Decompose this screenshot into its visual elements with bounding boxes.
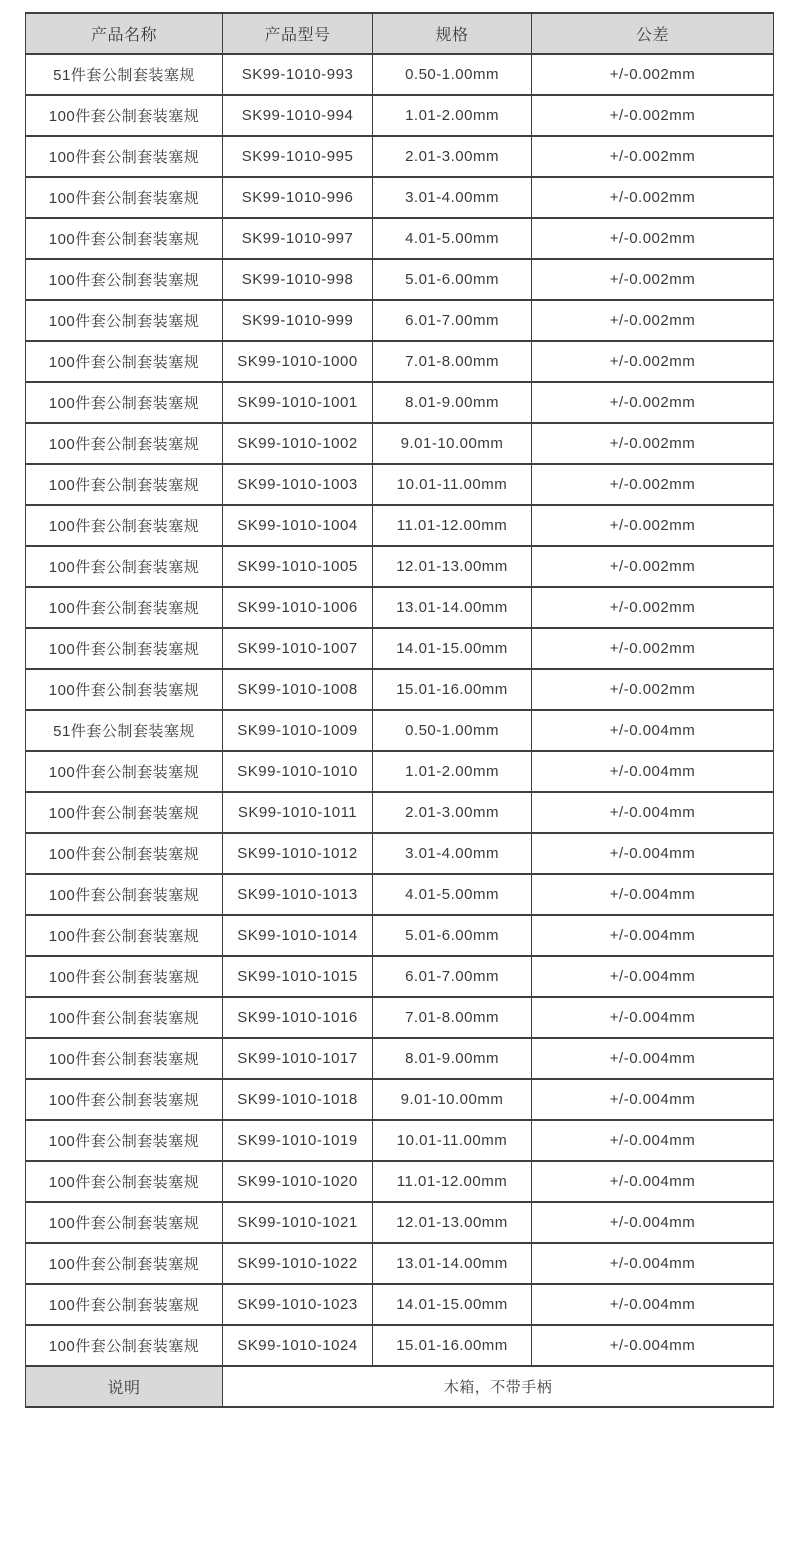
table-row xyxy=(26,751,774,792)
table-cell: SK99-1010-994 xyxy=(223,95,373,136)
table-cell: +/-0.004mm xyxy=(532,1079,774,1120)
table-cell: +/-0.004mm xyxy=(532,997,774,1038)
table-cell: +/-0.002mm xyxy=(532,628,774,669)
table-cell: 100件套公制套装塞规 xyxy=(26,874,223,915)
table-cell: SK99-1010-995 xyxy=(223,136,373,177)
table-row xyxy=(26,874,774,915)
table-cell: SK99-1010-1012 xyxy=(223,833,373,874)
table-cell: 0.50-1.00mm xyxy=(373,54,532,95)
table-cell: 1.01-2.00mm xyxy=(373,751,532,792)
table-cell: 100件套公制套装塞规 xyxy=(26,1243,223,1284)
table-cell: 100件套公制套装塞规 xyxy=(26,792,223,833)
table-cell: 11.01-12.00mm xyxy=(373,1161,532,1202)
table-cell: 100件套公制套装塞规 xyxy=(26,300,223,341)
table-cell: SK99-1010-993 xyxy=(223,54,373,95)
table-cell: 0.50-1.00mm xyxy=(373,710,532,751)
table-cell: 1.01-2.00mm xyxy=(373,95,532,136)
table-cell: 9.01-10.00mm xyxy=(373,423,532,464)
table-cell: SK99-1010-1008 xyxy=(223,669,373,710)
table-cell: +/-0.002mm xyxy=(532,259,774,300)
table-cell: +/-0.004mm xyxy=(532,1202,774,1243)
table-cell: SK99-1010-1009 xyxy=(223,710,373,751)
table-cell: +/-0.004mm xyxy=(532,1038,774,1079)
table-cell: 14.01-15.00mm xyxy=(373,628,532,669)
table-cell: +/-0.002mm xyxy=(532,669,774,710)
table-cell: +/-0.002mm xyxy=(532,587,774,628)
table-cell: 4.01-5.00mm xyxy=(373,874,532,915)
table-row xyxy=(26,423,774,464)
table-cell: 5.01-6.00mm xyxy=(373,915,532,956)
table-cell: 6.01-7.00mm xyxy=(373,300,532,341)
table-row xyxy=(26,177,774,218)
table-cell: 10.01-11.00mm xyxy=(373,464,532,505)
table-row xyxy=(26,300,774,341)
table-cell: +/-0.002mm xyxy=(532,423,774,464)
table-cell: 9.01-10.00mm xyxy=(373,1079,532,1120)
table-cell: 100件套公制套装塞规 xyxy=(26,464,223,505)
table-cell: 100件套公制套装塞规 xyxy=(26,669,223,710)
table-cell: 100件套公制套装塞规 xyxy=(26,177,223,218)
table-cell: 100件套公制套装塞规 xyxy=(26,1079,223,1120)
table-cell: SK99-1010-1013 xyxy=(223,874,373,915)
table-row xyxy=(26,341,774,382)
table-cell: +/-0.002mm xyxy=(532,546,774,587)
table-cell: +/-0.004mm xyxy=(532,1120,774,1161)
table-cell: 100件套公制套装塞规 xyxy=(26,1038,223,1079)
table-row xyxy=(26,505,774,546)
table-cell: 100件套公制套装塞规 xyxy=(26,136,223,177)
table-cell: SK99-1010-1011 xyxy=(223,792,373,833)
table-cell: +/-0.004mm xyxy=(532,751,774,792)
table-cell: 2.01-3.00mm xyxy=(373,136,532,177)
table-row xyxy=(26,833,774,874)
table-cell: 4.01-5.00mm xyxy=(373,218,532,259)
table-cell: SK99-1010-998 xyxy=(223,259,373,300)
table-cell: +/-0.002mm xyxy=(532,382,774,423)
table-cell: SK99-1010-1020 xyxy=(223,1161,373,1202)
table-cell: 51件套公制套装塞规 xyxy=(26,710,223,751)
table-row xyxy=(26,1202,774,1243)
table-cell: SK99-1010-1022 xyxy=(223,1243,373,1284)
table-cell: 100件套公制套装塞规 xyxy=(26,341,223,382)
table-cell: 100件套公制套装塞规 xyxy=(26,382,223,423)
table-cell: +/-0.004mm xyxy=(532,1284,774,1325)
table-cell: +/-0.002mm xyxy=(532,300,774,341)
table-cell: SK99-1010-1000 xyxy=(223,341,373,382)
table-cell: 100件套公制套装塞规 xyxy=(26,628,223,669)
table-cell: 100件套公制套装塞规 xyxy=(26,956,223,997)
table-cell: SK99-1010-1023 xyxy=(223,1284,373,1325)
table-row xyxy=(26,1161,774,1202)
table-cell: SK99-1010-999 xyxy=(223,300,373,341)
table-footer-row xyxy=(26,1366,774,1407)
table-cell: 15.01-16.00mm xyxy=(373,669,532,710)
table-row xyxy=(26,1120,774,1161)
table-cell: SK99-1010-997 xyxy=(223,218,373,259)
table-cell: +/-0.004mm xyxy=(532,874,774,915)
table-cell: 14.01-15.00mm xyxy=(373,1284,532,1325)
table-row xyxy=(26,95,774,136)
table-cell: 2.01-3.00mm xyxy=(373,792,532,833)
table-cell: 12.01-13.00mm xyxy=(373,546,532,587)
table-cell: +/-0.004mm xyxy=(532,710,774,751)
table-cell: 100件套公制套装塞规 xyxy=(26,751,223,792)
table-cell: +/-0.004mm xyxy=(532,1243,774,1284)
table-cell: 3.01-4.00mm xyxy=(373,833,532,874)
table-cell: +/-0.002mm xyxy=(532,505,774,546)
column-header-tolerance: 公差 xyxy=(532,13,774,54)
table-cell: 100件套公制套装塞规 xyxy=(26,259,223,300)
table-cell: SK99-1010-1002 xyxy=(223,423,373,464)
table-row xyxy=(26,1284,774,1325)
table-row xyxy=(26,710,774,751)
table-cell: 100件套公制套装塞规 xyxy=(26,587,223,628)
table-body xyxy=(26,54,774,1366)
table-cell: 6.01-7.00mm xyxy=(373,956,532,997)
table-cell: 100件套公制套装塞规 xyxy=(26,997,223,1038)
table-cell: +/-0.002mm xyxy=(532,464,774,505)
table-cell: 100件套公制套装塞规 xyxy=(26,1325,223,1366)
table-cell: SK99-1010-1015 xyxy=(223,956,373,997)
table-cell: 12.01-13.00mm xyxy=(373,1202,532,1243)
table-cell: +/-0.002mm xyxy=(532,136,774,177)
table-cell: +/-0.002mm xyxy=(532,218,774,259)
table-cell: +/-0.004mm xyxy=(532,1325,774,1366)
table-cell: +/-0.004mm xyxy=(532,833,774,874)
table-row xyxy=(26,136,774,177)
table-cell: SK99-1010-1016 xyxy=(223,997,373,1038)
note-value: 木箱，不带手柄 xyxy=(223,1366,774,1407)
table-row xyxy=(26,956,774,997)
table-cell: SK99-1010-1001 xyxy=(223,382,373,423)
table-row xyxy=(26,259,774,300)
table-cell: 10.01-11.00mm xyxy=(373,1120,532,1161)
table-cell: SK99-1010-1018 xyxy=(223,1079,373,1120)
table-cell: SK99-1010-1019 xyxy=(223,1120,373,1161)
table-row xyxy=(26,915,774,956)
table-cell: +/-0.002mm xyxy=(532,341,774,382)
table-cell: 100件套公制套装塞规 xyxy=(26,505,223,546)
table-cell: 15.01-16.00mm xyxy=(373,1325,532,1366)
table-cell: SK99-1010-1005 xyxy=(223,546,373,587)
column-header-specification: 规格 xyxy=(373,13,532,54)
table-cell: 100件套公制套装塞规 xyxy=(26,833,223,874)
table-cell: +/-0.004mm xyxy=(532,792,774,833)
table-cell: +/-0.004mm xyxy=(532,915,774,956)
note-label: 说明 xyxy=(26,1366,223,1407)
table-cell: 11.01-12.00mm xyxy=(373,505,532,546)
table-cell: 51件套公制套装塞规 xyxy=(26,54,223,95)
table-cell: +/-0.002mm xyxy=(532,177,774,218)
table-cell: SK99-1010-1017 xyxy=(223,1038,373,1079)
table-cell: 100件套公制套装塞规 xyxy=(26,546,223,587)
table-cell: 100件套公制套装塞规 xyxy=(26,95,223,136)
table-row xyxy=(26,546,774,587)
table-row xyxy=(26,628,774,669)
table-cell: 3.01-4.00mm xyxy=(373,177,532,218)
table-cell: 7.01-8.00mm xyxy=(373,341,532,382)
table-cell: SK99-1010-1021 xyxy=(223,1202,373,1243)
table-cell: 100件套公制套装塞规 xyxy=(26,1161,223,1202)
table-row xyxy=(26,54,774,95)
table-cell: 100件套公制套装塞规 xyxy=(26,218,223,259)
table-cell: 13.01-14.00mm xyxy=(373,587,532,628)
table-cell: 100件套公制套装塞规 xyxy=(26,915,223,956)
table-cell: 7.01-8.00mm xyxy=(373,997,532,1038)
column-header-product-model: 产品型号 xyxy=(223,13,373,54)
table-cell: SK99-1010-1004 xyxy=(223,505,373,546)
table-cell: 100件套公制套装塞规 xyxy=(26,1202,223,1243)
column-header-product-name: 产品名称 xyxy=(26,13,223,54)
table-cell: SK99-1010-1014 xyxy=(223,915,373,956)
table-row xyxy=(26,382,774,423)
table-cell: 100件套公制套装塞规 xyxy=(26,423,223,464)
table-row xyxy=(26,218,774,259)
table-row xyxy=(26,1038,774,1079)
table-cell: SK99-1010-1010 xyxy=(223,751,373,792)
product-spec-table xyxy=(25,12,774,1408)
table-cell: +/-0.002mm xyxy=(532,54,774,95)
table-row xyxy=(26,1079,774,1120)
table-cell: 8.01-9.00mm xyxy=(373,382,532,423)
table-cell: 100件套公制套装塞规 xyxy=(26,1120,223,1161)
table-row xyxy=(26,792,774,833)
table-cell: +/-0.004mm xyxy=(532,1161,774,1202)
table-row xyxy=(26,1243,774,1284)
table-cell: +/-0.002mm xyxy=(532,95,774,136)
table-row xyxy=(26,464,774,505)
table-row xyxy=(26,1325,774,1366)
table-cell: 8.01-9.00mm xyxy=(373,1038,532,1079)
table-cell: 100件套公制套装塞规 xyxy=(26,1284,223,1325)
table-row xyxy=(26,669,774,710)
table-cell: SK99-1010-1006 xyxy=(223,587,373,628)
table-cell: SK99-1010-996 xyxy=(223,177,373,218)
table-cell: SK99-1010-1003 xyxy=(223,464,373,505)
table-cell: +/-0.004mm xyxy=(532,956,774,997)
table-row xyxy=(26,997,774,1038)
table-cell: SK99-1010-1007 xyxy=(223,628,373,669)
table-row xyxy=(26,587,774,628)
table-cell: SK99-1010-1024 xyxy=(223,1325,373,1366)
table-header-row xyxy=(26,13,774,54)
table-cell: 13.01-14.00mm xyxy=(373,1243,532,1284)
table-cell: 5.01-6.00mm xyxy=(373,259,532,300)
